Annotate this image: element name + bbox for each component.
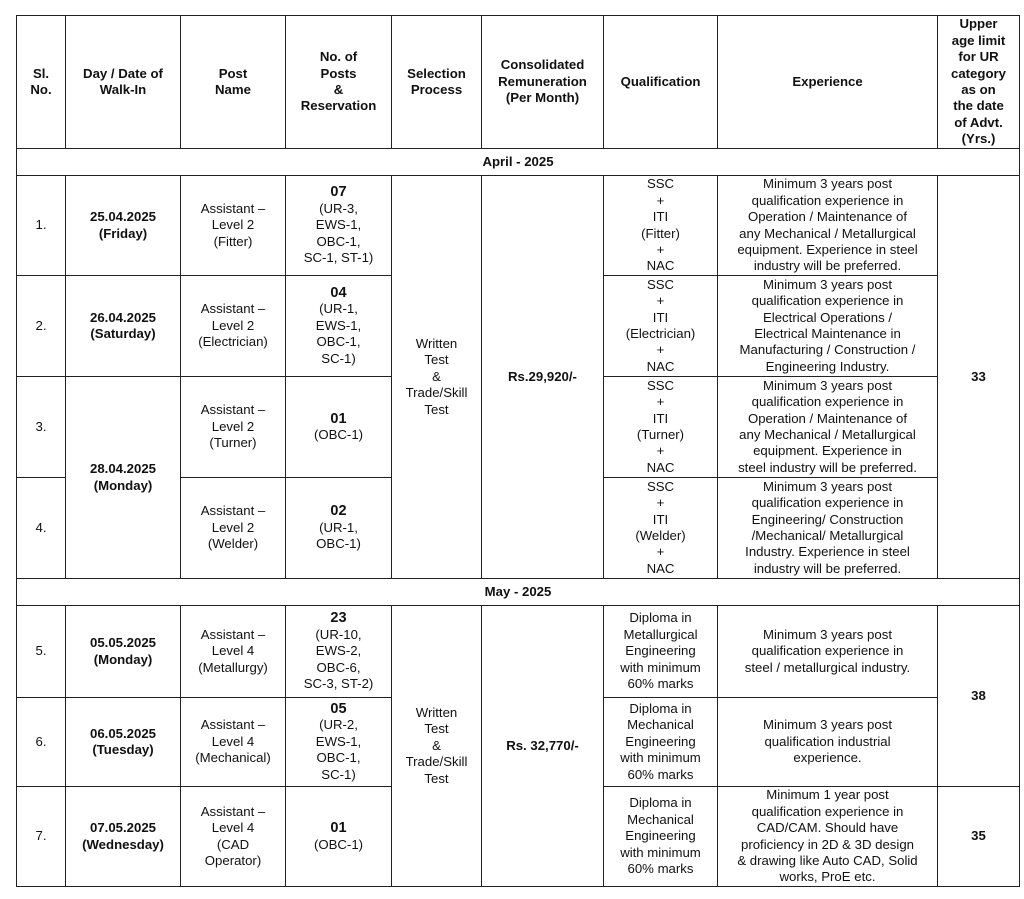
- post-name: Assistant – Level 2 (Turner): [181, 377, 286, 478]
- walk-in-date: 25.04.2025 (Friday): [66, 176, 181, 276]
- posts-reservation: [286, 787, 392, 887]
- qualification: SSC + ITI (Welder) + NAC: [604, 478, 718, 579]
- qualification: Diploma in Mechanical Engineering with minimum 60% marks: [604, 698, 718, 787]
- selection-process-april: Written Test & Trade/Skill Test: [392, 176, 482, 579]
- remuneration-april: Rs.29,920/-: [482, 176, 604, 579]
- reservation: (UR-1, EWS-1, OBC-1, SC-1): [315, 301, 362, 366]
- post-name: Assistant – Level 2 (Electrician): [181, 276, 286, 377]
- experience: Minimum 3 years post qualification experience in Operation / Maintenance of any Mechanical / Metallurgical equipment. Experience in steel industry will be preferred.: [718, 377, 938, 478]
- table-row: [17, 606, 1020, 698]
- posts-reservation: [286, 478, 392, 579]
- walk-in-date: 07.05.2025 (Wednesday): [66, 787, 181, 887]
- vacancy-table: [16, 15, 1020, 887]
- post-name: Assistant – Level 4 (Mechanical): [181, 698, 286, 787]
- experience: Minimum 3 years post qualification experience in Electrical Operations / Electrical Maintenance in Manufacturing / Construction / Engineering Industry.: [718, 276, 938, 377]
- sl-no: 6.: [17, 698, 66, 787]
- sl-no: 3.: [17, 377, 66, 478]
- table-row: [17, 176, 1020, 276]
- post-count: 07: [330, 184, 347, 201]
- post-name: Assistant – Level 4 (Metallurgy): [181, 606, 286, 698]
- qualification: SSC + ITI (Turner) + NAC: [604, 377, 718, 478]
- month-title-april: April - 2025: [17, 149, 1020, 176]
- header-age-limit: Upper age limit for UR category as on the date of Advt. (Yrs.): [938, 16, 1020, 149]
- header-qualification: Qualification: [604, 16, 718, 149]
- age-limit-may-a: 38: [938, 606, 1020, 787]
- header-sl-no: Sl. No.: [17, 16, 66, 149]
- header-experience: Experience: [718, 16, 938, 149]
- post-count: 02: [330, 503, 347, 520]
- experience: Minimum 3 years post qualification experience in Operation / Maintenance of any Mechanical / Metallurgical equipment. Experience in steel industry will be preferred.: [718, 176, 938, 276]
- reservation: (UR-10, EWS-2, OBC-6, SC-3, ST-2): [303, 626, 374, 692]
- sl-no: 5.: [17, 606, 66, 698]
- header-date: Day / Date of Walk-In: [66, 16, 181, 149]
- post-count: 01: [330, 410, 347, 427]
- qualification: SSC + ITI (Electrician) + NAC: [604, 276, 718, 377]
- post-name: Assistant – Level 4 (CAD Operator): [181, 787, 286, 887]
- header-posts-reservation: No. of Posts & Reservation: [286, 16, 392, 149]
- post-count: 23: [330, 610, 347, 627]
- reservation: (UR-2, EWS-1, OBC-1, SC-1): [315, 717, 362, 782]
- sl-no: 2.: [17, 276, 66, 377]
- month-title-may: May - 2025: [17, 579, 1020, 606]
- header-row: [17, 16, 1020, 149]
- post-count: 04: [330, 284, 347, 301]
- age-limit-may-b: 35: [938, 787, 1020, 887]
- post-name: Assistant – Level 2 (Fitter): [181, 176, 286, 276]
- reservation: (OBC-1): [313, 836, 364, 852]
- qualification: Diploma in Metallurgical Engineering with minimum 60% marks: [604, 606, 718, 698]
- header-remuneration: Consolidated Remuneration (Per Month): [482, 16, 604, 149]
- reservation: (OBC-1): [313, 427, 364, 442]
- sl-no: 4.: [17, 478, 66, 579]
- qualification: Diploma in Mechanical Engineering with minimum 60% marks: [604, 787, 718, 887]
- walk-in-date: 05.05.2025 (Monday): [66, 606, 181, 698]
- reservation: (UR-3, EWS-1, OBC-1, SC-1, ST-1): [303, 200, 374, 266]
- walk-in-date: 06.05.2025 (Tuesday): [66, 698, 181, 787]
- remuneration-may: Rs. 32,770/-: [482, 606, 604, 887]
- reservation: (UR-1, OBC-1): [316, 519, 361, 552]
- post-count: 01: [330, 820, 347, 837]
- walk-in-date: 26.04.2025 (Saturday): [66, 276, 181, 377]
- posts-reservation: [286, 276, 392, 377]
- experience: Minimum 1 year post qualification experience in CAD/CAM. Should have proficiency in 2D & 3D design & drawing like Auto CAD, Solid works, ProE etc.: [718, 787, 938, 887]
- month-row-april: [17, 149, 1020, 176]
- age-limit-april: 33: [938, 176, 1020, 579]
- post-name: Assistant – Level 2 (Welder): [181, 478, 286, 579]
- walk-in-date-shared: 28.04.2025 (Monday): [66, 377, 181, 579]
- sl-no: 7.: [17, 787, 66, 887]
- experience: Minimum 3 years post qualification experience in Engineering/ Construction /Mechanical/ Metallurgical Industry. Experience in steel industry will be preferred.: [718, 478, 938, 579]
- qualification: SSC + ITI (Fitter) + NAC: [604, 176, 718, 276]
- header-selection-process: Selection Process: [392, 16, 482, 149]
- experience: Minimum 3 years post qualification industrial experience.: [718, 698, 938, 787]
- posts-reservation: [286, 606, 392, 698]
- posts-reservation: [286, 377, 392, 478]
- experience: Minimum 3 years post qualification experience in steel / metallurgical industry.: [718, 606, 938, 698]
- month-row-may: [17, 579, 1020, 606]
- posts-reservation: [286, 176, 392, 276]
- selection-process-may: Written Test & Trade/Skill Test: [392, 606, 482, 887]
- post-count: 05: [330, 700, 347, 717]
- header-post-name: Post Name: [181, 16, 286, 149]
- posts-reservation: [286, 698, 392, 787]
- sl-no: 1.: [17, 176, 66, 276]
